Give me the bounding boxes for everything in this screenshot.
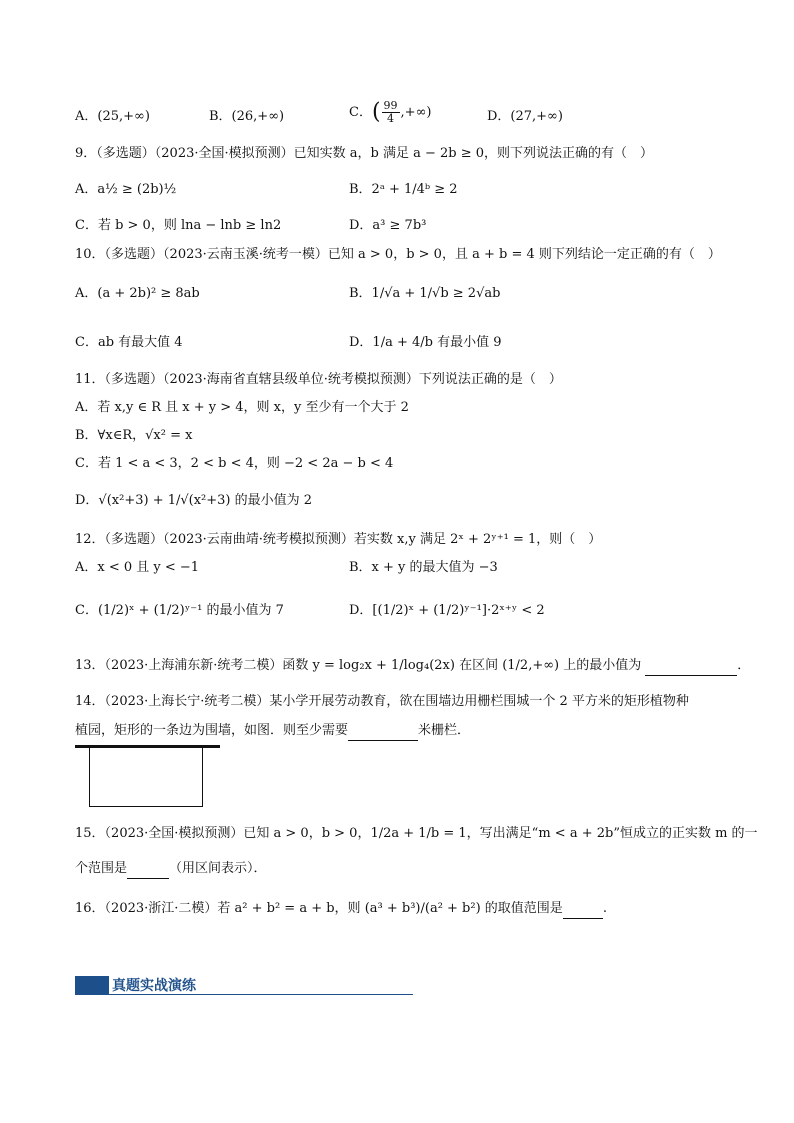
q8-option-c-fraction	[382, 100, 400, 125]
q10-stem: 10．（多选题）（2023·云南玉溪·统考一模）已知 a > 0，b > 0，且 a + b = 4 则下列结论一定正确的有（ ）	[75, 247, 721, 262]
q9-option-b: B．2ᵃ + 1/4ᵇ ≥ 2	[349, 182, 458, 197]
q10-option-c: C．ab 有最大值 4	[75, 335, 183, 350]
q13-text: 13．（2023·上海浦东新·统考二模）函数 y = log₂x + 1/log₄(2x) 在区间 (1/2,+∞) 上的最小值为	[75, 658, 642, 673]
q8-option-c-prefix: C．	[349, 105, 372, 120]
q11-option-d: D．√(x²+3) + 1/√(x²+3) 的最小值为 2	[75, 493, 313, 508]
q16-text: 16．（2023·浙江·二模）若 a² + b² = a + b，则 (a³ + b³)/(a² + b²) 的取值范围是	[75, 901, 563, 916]
period: ．	[737, 658, 751, 673]
q12-option-b: B．x + y 的最大值为 −3	[349, 560, 498, 575]
answer-blank[interactable]	[563, 904, 603, 919]
q9-option-d: D．a³ ≥ 7b³	[349, 218, 427, 233]
q10-option-a: A．(a + 2b)² ≥ 8ab	[75, 286, 200, 301]
section-title: 真题实战演练	[112, 978, 196, 994]
section-rule	[75, 994, 413, 995]
q8-option-c-suffix: ,+∞)	[400, 105, 432, 120]
q14-text-b: 米栅栏．	[418, 723, 471, 738]
q11-option-c: C．若 1 < a < 3，2 < b < 4，则 −2 < 2a − b < 4	[75, 456, 394, 471]
q8-option-b: B．(26,+∞)	[209, 109, 285, 124]
rectangle-figure	[89, 747, 203, 807]
q14-line-2	[75, 721, 470, 741]
q15-text-b: （用区间表示）．	[169, 861, 267, 876]
q12-stem: 12．（多选题）（2023·云南曲靖·统考模拟预测）若实数 x,y 满足 2ˣ + 2ʸ⁺¹ = 1，则（ ）	[75, 532, 602, 547]
q8-option-a: A．(25,+∞)	[75, 109, 150, 124]
denominator: 4	[387, 112, 395, 125]
q11-option-a: A．若 x,y ∈ R 且 x + y > 4，则 x，y 至少有一个大于 2	[75, 400, 409, 415]
q8-option-c	[349, 100, 431, 125]
q16-stem	[75, 899, 607, 919]
q15-line-1: 15．（2023·全国·模拟预测）已知 a > 0，b > 0，1/2a + 1/b = 1，写出满足“m < a + 2b”恒成立的正实数 m 的一	[75, 826, 758, 841]
paren: (	[371, 99, 381, 125]
q11-stem: 11．（多选题）（2023·海南省直辖县级单位·统考模拟预测）下列说法正确的是（ ）	[75, 372, 562, 387]
q9-stem: 9．（多选题）（2023·全国·模拟预测）已知实数 a，b 满足 a − 2b ≥ 0，则下列说法正确的有（ ）	[75, 146, 654, 161]
q12-option-a: A．x < 0 且 y < −1	[75, 560, 200, 575]
q10-option-d: D．1/a + 4/b 有最小值 9	[349, 335, 502, 350]
section-bar	[75, 976, 109, 994]
q15-line-2	[75, 859, 267, 879]
answer-blank[interactable]	[127, 864, 169, 879]
q12-option-c: C．(1/2)ˣ + (1/2)ʸ⁻¹ 的最小值为 7	[75, 603, 284, 618]
q9-option-c: C．若 b > 0，则 lna − lnb ≥ ln2	[75, 218, 282, 233]
q14-line-1: 14．（2023·上海长宁·统考二模）某小学开展劳动教育，欲在围墙边用栅栏围城一个 2 平方米的矩形植物种	[75, 694, 689, 709]
q9-option-a: A．a½ ≥ (2b)½	[75, 182, 177, 197]
numerator: 99	[383, 99, 398, 112]
q11-option-b: B．∀x∈R，√x² = x	[75, 428, 193, 443]
q13-stem	[75, 656, 750, 676]
q14-text-a: 植园，矩形的一条边为围墙，如图．则至少需要	[75, 723, 349, 738]
q15-text-a: 个范围是	[75, 861, 128, 876]
q8-option-d: D．(27,+∞)	[487, 109, 563, 124]
q10-option-b: B．1/√a + 1/√b ≥ 2√ab	[349, 286, 501, 301]
answer-blank[interactable]	[348, 726, 418, 741]
answer-blank[interactable]	[645, 661, 737, 676]
q12-option-d: D．[(1/2)ˣ + (1/2)ʸ⁻¹]·2ˣ⁺ʸ < 2	[349, 603, 545, 618]
period: .	[602, 901, 607, 916]
